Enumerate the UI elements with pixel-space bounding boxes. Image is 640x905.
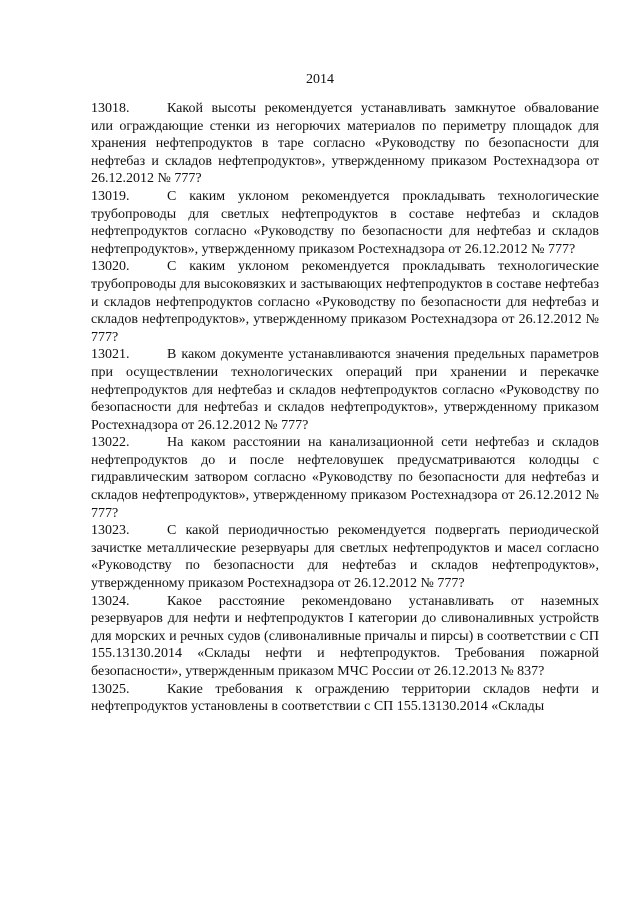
question-number: 13024. [91, 593, 130, 609]
question-text: В каком документе устанавливаются значения предельных параметров при осуществлении технологических операций при хранении и перекачке нефтепродуктов для нефтебаз и складов нефтепродуктов согласно «Руководству по безопасности для нефтебаз и складов нефтепродуктов», утвержденному приказом Ростехнадзора от 26.12.2012 № 777? [91, 347, 599, 433]
question-text: На каком расстоянии на канализационной сети нефтебаз и складов нефтепродуктов до и после нефтеловушек предусматриваются колодцы с гидравлическим затвором согласно «Руководству по безопасности для нефтебаз и складов нефтепродуктов», утвержденному приказом Ростехнадзора от 26.12.2012 № 777? [91, 435, 599, 521]
question-number: 13025. [91, 681, 130, 697]
question-13021 [91, 346, 599, 434]
question-text: Какие требования к ограждению территории складов нефти и нефтепродуктов установлены в соответствии с СП 155.13130.2014 «Склады [91, 681, 599, 715]
question-13022 [91, 434, 599, 522]
question-text: С какой периодичностью рекомендуется подвергать периодической зачистке металлические резервуары для светлых нефтепродуктов и масел согласно «Руководству по безопасности для нефтебаз и складов нефтепродуктов», утвержденному приказом Ростехнадзора от 26.12.2012 № 777? [91, 523, 599, 592]
question-number: 13021. [91, 347, 130, 363]
question-text: Какое расстояние рекомендовано устанавливать от наземных резервуаров для нефти и нефтепродуктов I категории до сливоналивных устройств для морских и речных судов (сливоналивные причалы и пирсы) в соответствии с СП 155.13130.2014 «Склады нефти и нефтепродуктов. Требования пожарной безопасности», утвержденным приказом МЧС России от 26.12.2013 № 837? [91, 593, 599, 679]
question-13020 [91, 258, 599, 346]
question-number: 13023. [91, 523, 130, 539]
question-text: Какой высоты рекомендуется устанавливать замкнутое обвалование или ограждающие стенки из негорючих материалов по периметру площадок для хранения нефтепродуктов в таре согласно «Руководству по безопасности для нефтебаз и складов нефтепродуктов», утвержденному приказом Ростехнадзора от 26.12.2012 № 777? [91, 101, 599, 187]
question-number: 13022. [91, 435, 130, 451]
question-text: С каким уклоном рекомендуется прокладывать технологические трубопроводы для светлых нефтепродуктов в составе нефтебаз и складов нефтепродуктов согласно «Руководству по безопасности для нефтебаз и складов нефтепродуктов», утвержденному приказом Ростехнадзора от 26.12.2012 № 777? [91, 188, 599, 257]
question-number: 13020. [91, 259, 130, 275]
question-13023 [91, 522, 599, 592]
question-text: С каким уклоном рекомендуется прокладывать технологические трубопроводы для высоковязких и застывающих нефтепродуктов в составе нефтебаз и складов нефтепродуктов согласно «Руководству по безопасности для нефтебаз и складов нефтепродуктов», утвержденному приказом Ростехнадзора от 26.12.2012 № 777? [91, 259, 599, 345]
question-13024 [91, 593, 599, 681]
question-list [91, 100, 599, 716]
question-number: 13018. [91, 101, 130, 116]
question-13025 [91, 681, 599, 716]
page-number: 2014 [306, 72, 334, 87]
question-13018 [91, 100, 599, 188]
question-number: 13019. [91, 188, 130, 204]
question-13019 [91, 188, 599, 258]
